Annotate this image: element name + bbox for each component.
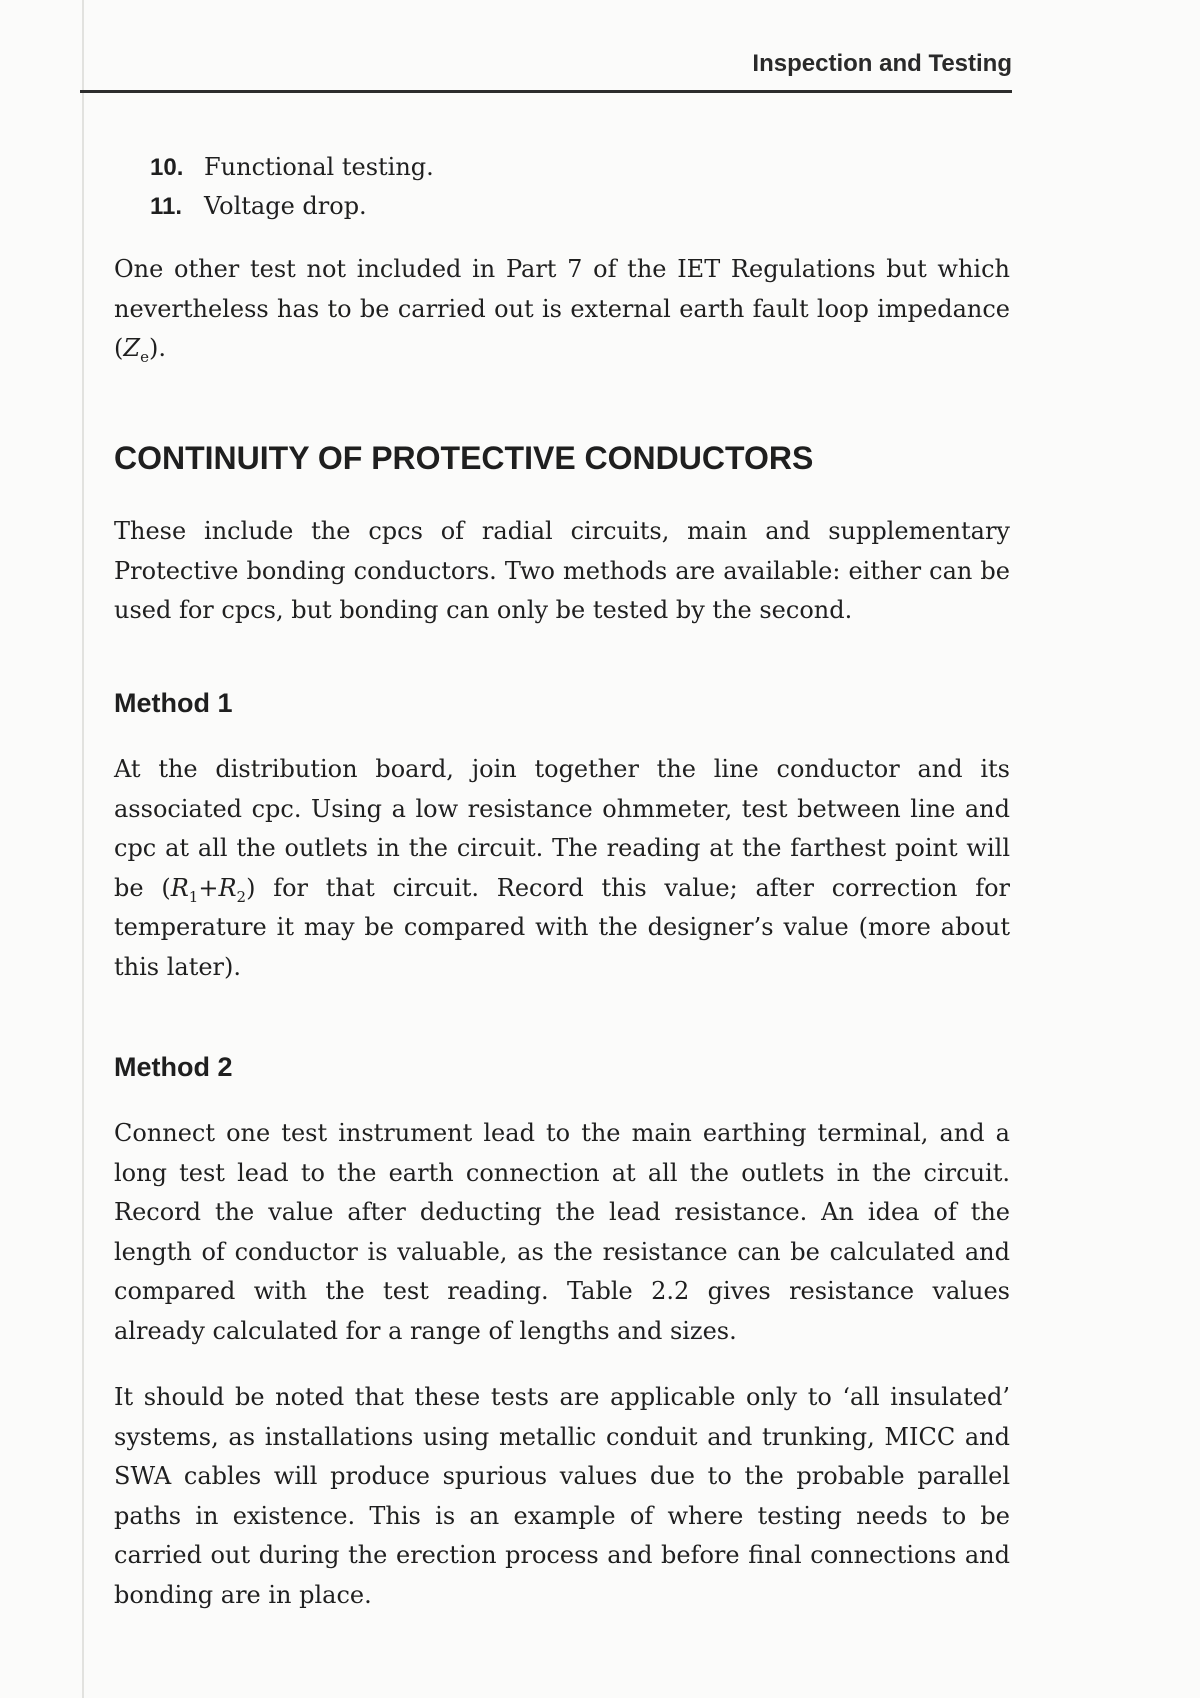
section-paragraph: These include the cpcs of radial circuits, main and supplementary Protective bonding conductors. Two methods are available: either can be used for cpcs, but bonding can only be tested by the second. <box>114 517 1010 624</box>
method-1-text-b: ) for that circuit. Record this value; after correction for temperature it may be compared with the designer’s value (more about this later). <box>114 873 1010 981</box>
list-item <box>150 148 434 187</box>
intro-formula-close: ). <box>148 334 166 362</box>
intro-paragraph <box>114 250 1010 369</box>
method-1-r1-sub: 1 <box>188 887 199 906</box>
section-heading: CONTINUITY OF PROTECTIVE CONDUCTORS <box>114 440 814 476</box>
intro-text: One other test not included in Part 7 of the IET Regulations but which nevertheless has to be carried out is external earth fault loop impedance <box>114 255 1010 323</box>
numbered-list <box>150 148 434 226</box>
list-item-number: 10. <box>150 154 184 181</box>
intro-formula-var: Z <box>123 334 141 362</box>
method-1-r2: R <box>218 873 237 902</box>
method-1-r1: R <box>170 873 189 902</box>
list-item-text: Voltage drop. <box>204 192 367 220</box>
method-1-plus: + <box>198 873 219 902</box>
note-paragraph: It should be noted that these tests are applicable only to ‘all insulated’ systems, as installations using metallic conduit and trunking, MICC and SWA cables will produce spurious values due to the probable parallel paths in existence. This is an example of where testing needs to be carried out during the erection process and before final connections and bonding are in place. <box>114 1383 1010 1609</box>
intro-formula-open: ( <box>114 334 124 362</box>
method-1-text-a: At the distribution board, join together the line conductor and its associated cpc. Using a low resistance ohmmeter, test between line and cpc at all the outlets in the circuit. The reading at the farthest point will be ( <box>114 755 1010 902</box>
list-item <box>150 187 434 226</box>
method-1-heading: Method 1 <box>114 688 233 718</box>
method-1-r2-sub: 2 <box>236 887 247 906</box>
intro-formula-sub: e <box>140 347 149 366</box>
running-header: Inspection and Testing <box>752 50 1012 77</box>
method-2-paragraph: Connect one test instrument lead to the main earthing terminal, and a long test lead to the earth connection at all the outlets in the circuit. Record the value after deducting the lead resistance. An idea of the length of conductor is valuable, as the resistance can be calculated and compared with the test reading. Table 2.2 gives resistance values already calculated for a range of lengths and sizes. <box>114 1119 1010 1345</box>
list-item-text: Functional testing. <box>204 153 434 181</box>
method-1-paragraph <box>114 750 1010 987</box>
header-rule <box>80 90 1012 93</box>
list-item-number: 11. <box>150 193 183 220</box>
page-binding-edge <box>82 0 84 1698</box>
method-2-heading: Method 2 <box>114 1052 233 1082</box>
